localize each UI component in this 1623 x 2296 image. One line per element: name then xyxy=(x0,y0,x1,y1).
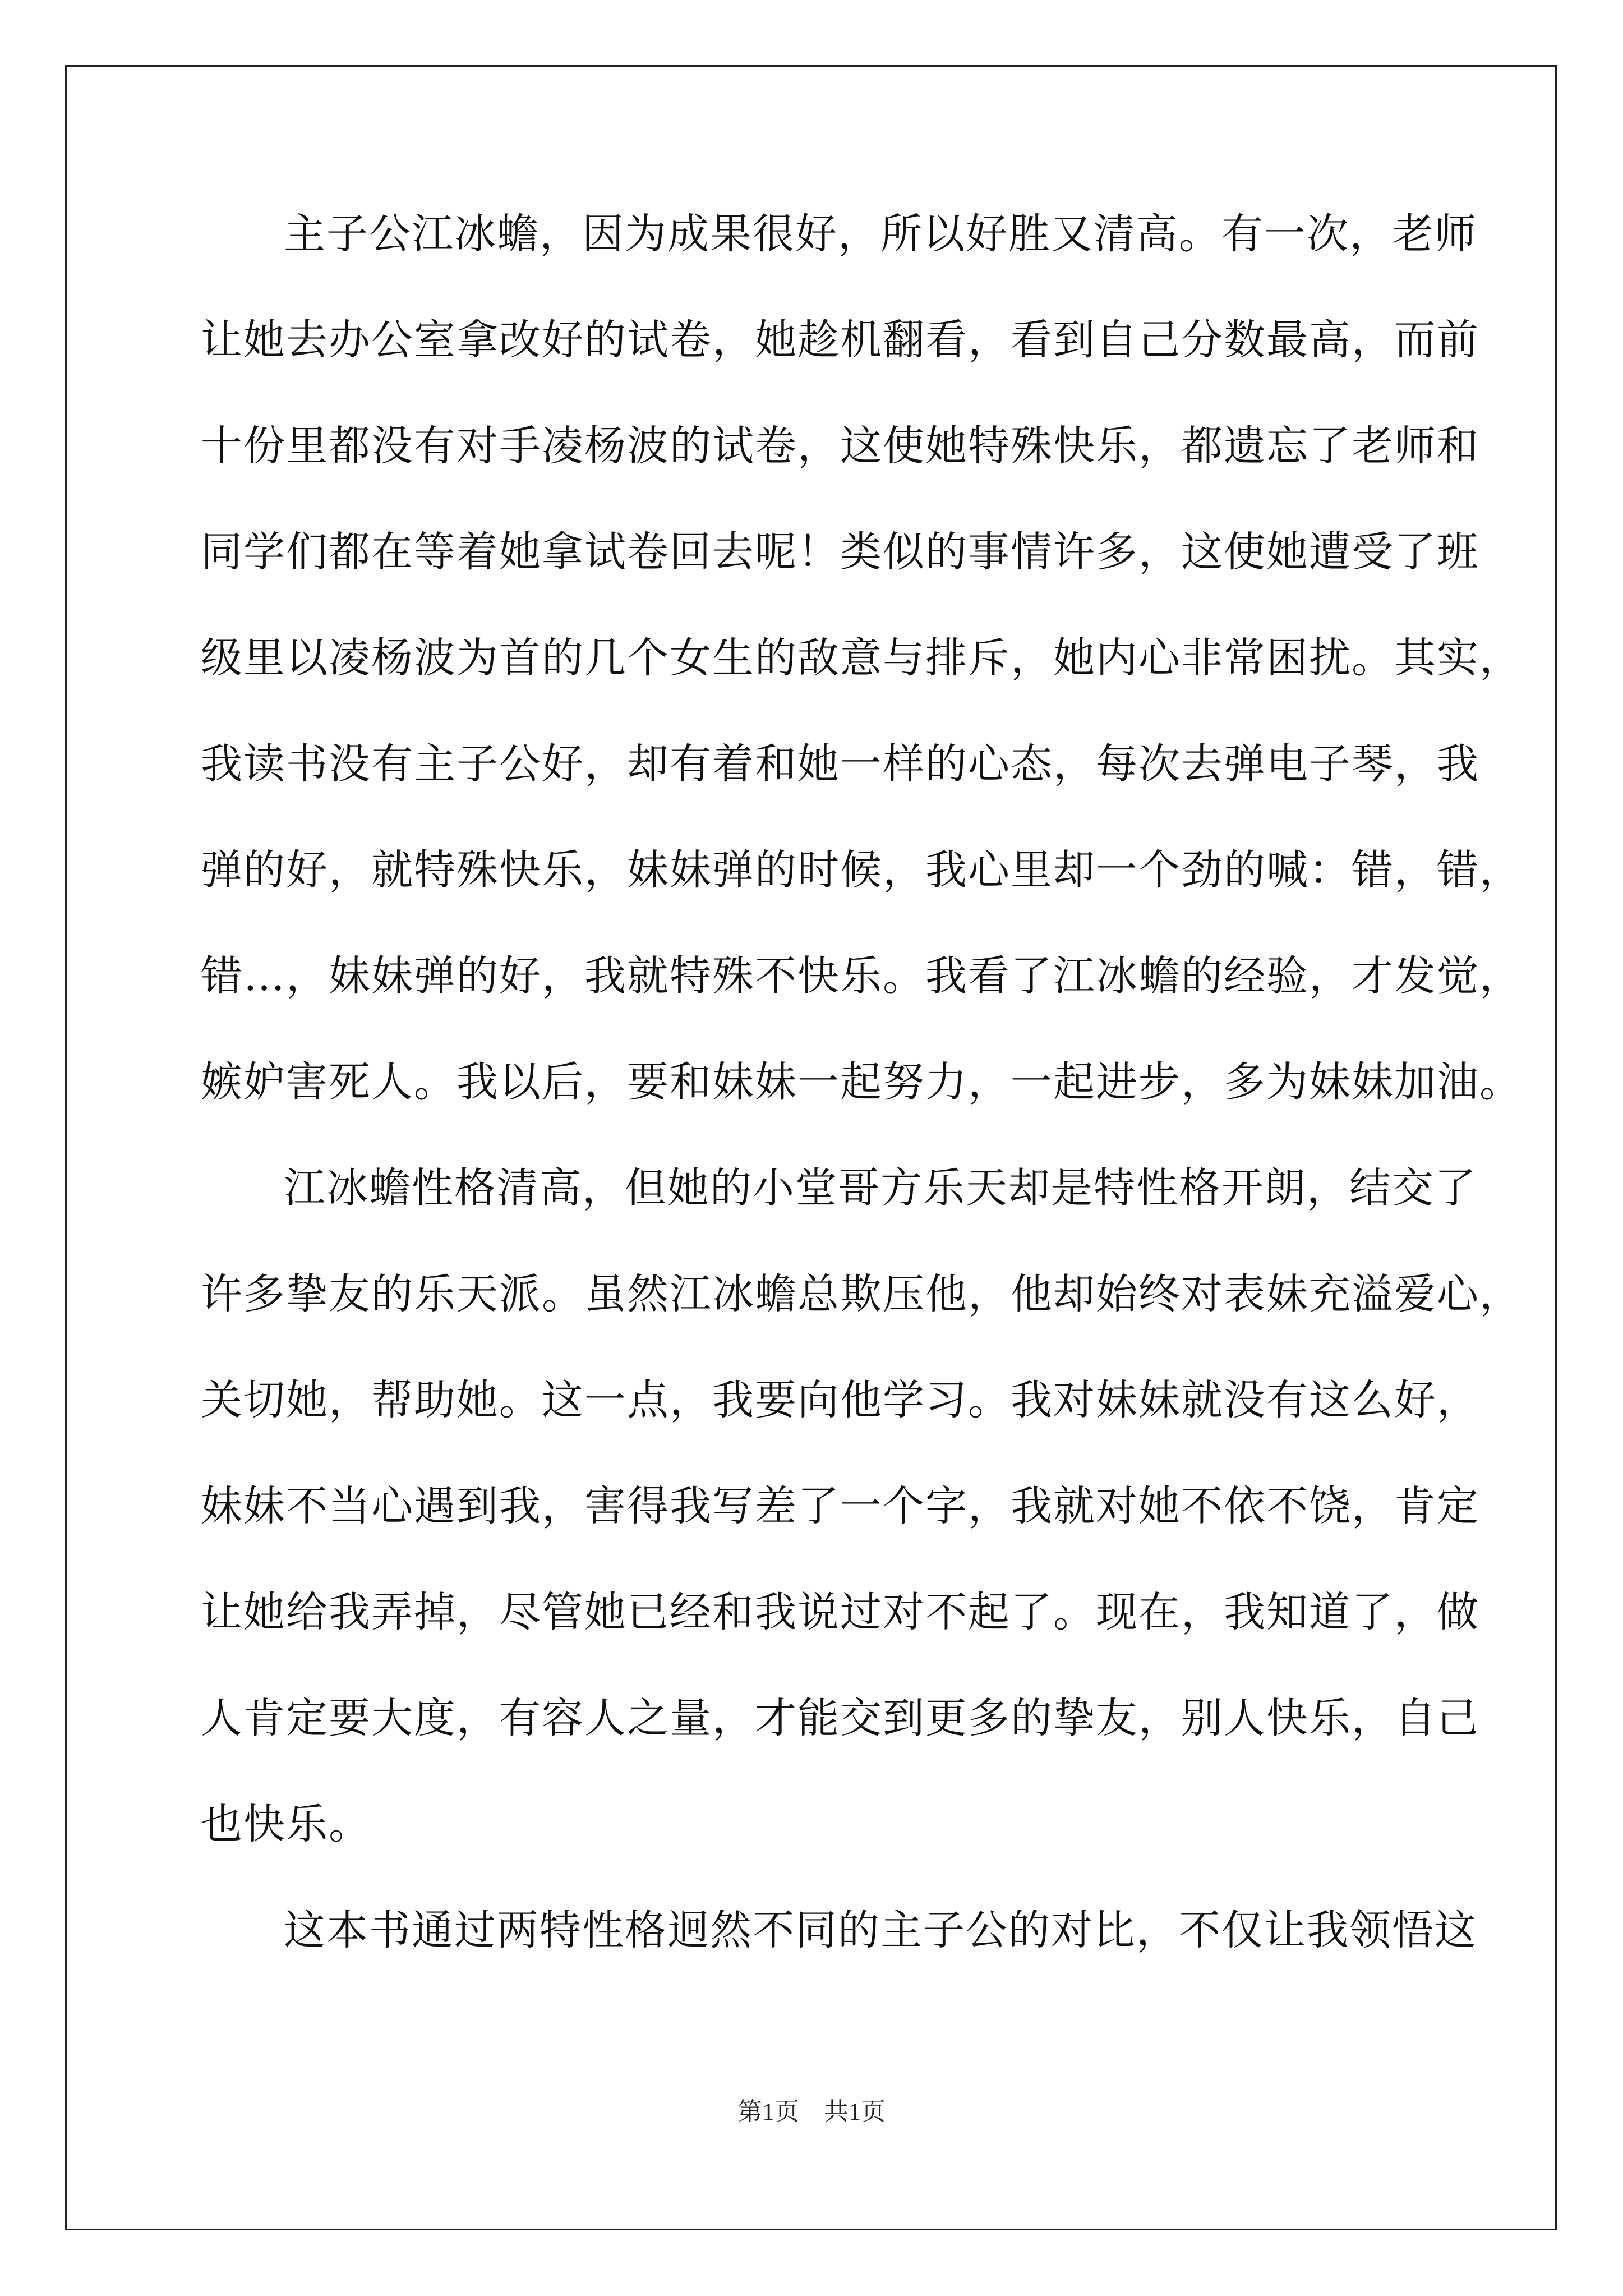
text-line: 妹妹不当心遇到我，害得我写差了一个字，我就对她不依不饶，肯定 xyxy=(201,1482,1479,1530)
text-line: 也快乐。 xyxy=(201,1800,371,1848)
text-line: 让她给我弄掉，尽管她已经和我说过对不起了。现在，我知道了，做 xyxy=(201,1588,1479,1636)
page-number-footer: 第1页 共1页 xyxy=(737,2098,886,2125)
text-line: 十份里都没有对手凌杨波的试卷，这使她特殊快乐，都遗忘了老师和 xyxy=(201,422,1479,470)
text-line: 江冰蟾性格清高，但她的小堂哥方乐天却是特性格开朗，结交了 xyxy=(284,1164,1477,1212)
text-line: 主子公江冰蟾，因为成果很好，所以好胜又清高。有一次，老师 xyxy=(284,210,1477,258)
text-line: 人肯定要大度，有容人之量，才能交到更多的挚友，别人快乐，自己 xyxy=(201,1694,1479,1742)
text-line: 让她去办公室拿改好的试卷，她趁机翻看，看到自己分数最高，而前 xyxy=(201,316,1479,364)
text-line: 这本书通过两特性格迥然不同的主子公的对比，不仅让我领悟这 xyxy=(284,1906,1477,1954)
text-line: 弹的好，就特殊快乐，妹妹弹的时候，我心里却一个劲的喊：错，错， xyxy=(201,846,1522,894)
text-line: 级里以凌杨波为首的几个女生的敌意与排斥，她内心非常困扰。其实， xyxy=(201,634,1522,682)
text-line: 关切她，帮助她。这一点，我要向他学习。我对妹妹就没有这么好， xyxy=(201,1376,1479,1424)
text-line: 许多挚友的乐天派。虽然江冰蟾总欺压他，他却始终对表妹充溢爱心， xyxy=(201,1270,1522,1318)
text-line: 我读书没有主子公好，却有着和她一样的心态，每次去弹电子琴，我 xyxy=(201,740,1479,788)
text-line: 嫉妒害死人。我以后，要和妹妹一起努力，一起进步，多为妹妹加油。 xyxy=(201,1058,1522,1106)
text-line: 错…，妹妹弹的好，我就特殊不快乐。我看了江冰蟾的经验，才发觉， xyxy=(201,952,1522,1000)
document-body xyxy=(201,210,1522,2016)
text-line: 同学们都在等着她拿试卷回去呢！类似的事情许多，这使她遭受了班 xyxy=(201,528,1479,576)
